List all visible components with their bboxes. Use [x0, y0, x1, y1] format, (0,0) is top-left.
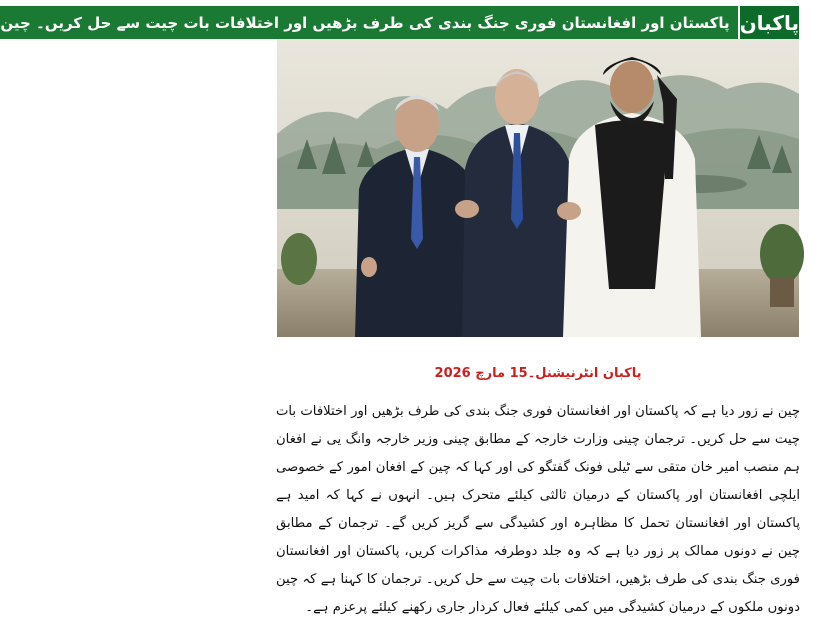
plant-left — [281, 233, 317, 285]
brand-logo: پاکبان — [738, 6, 799, 39]
article-body: چین نے زور دیا ہے کہ پاکستان اور افغانستان فوری جنگ بندی کی طرف بڑھیں اور اختلافات بات چیت سے حل کریں۔ ترجمان چینی وزارت خارجہ کے مطابق چینی وزیر خارجہ وانگ یی نے افغان ہم منصب امیر خان متقی سے ٹیلی فونک گفتگو کی اور کہا کہ چین کے افغان امور کے خصوصی ایلچی افغانستان اور پاکستان کے درمیان ثالثی کیلئے متحرک ہیں۔ انہوں نے کہا کہ امید ہے پاکستان اور افغانستان تحمل کا مظاہرہ اور کشیدگی سے گریز کریں گے۔ ترجمان کے مطابق چین نے دونوں ممالک پر زور دیا ہے کہ وہ جلد دوطرفہ مذاکرات کریں، پاکستان اور افغانستان فوری جنگ بندی کی طرف بڑھیں، اختلافات بات چیت سے حل کریں۔ ترجمان کا کہنا ہے کہ چین دونوں ملکوں کے درمیان کشیدگی میں کمی کیلئے فعال کردار جاری رکھنے کیلئے پرعزم ہے۔ — [276, 404, 800, 615]
header-banner — [0, 6, 799, 39]
headline: پاکستان اور افغانستان فوری جنگ بندی کی طرف بڑھیں اور اختلافات بات چیت سے حل کریں۔ چین — [0, 6, 737, 39]
dateline: پاکبان انٹرنیشنل۔15 مارچ 2026 — [434, 366, 642, 381]
news-photo — [277, 39, 799, 337]
